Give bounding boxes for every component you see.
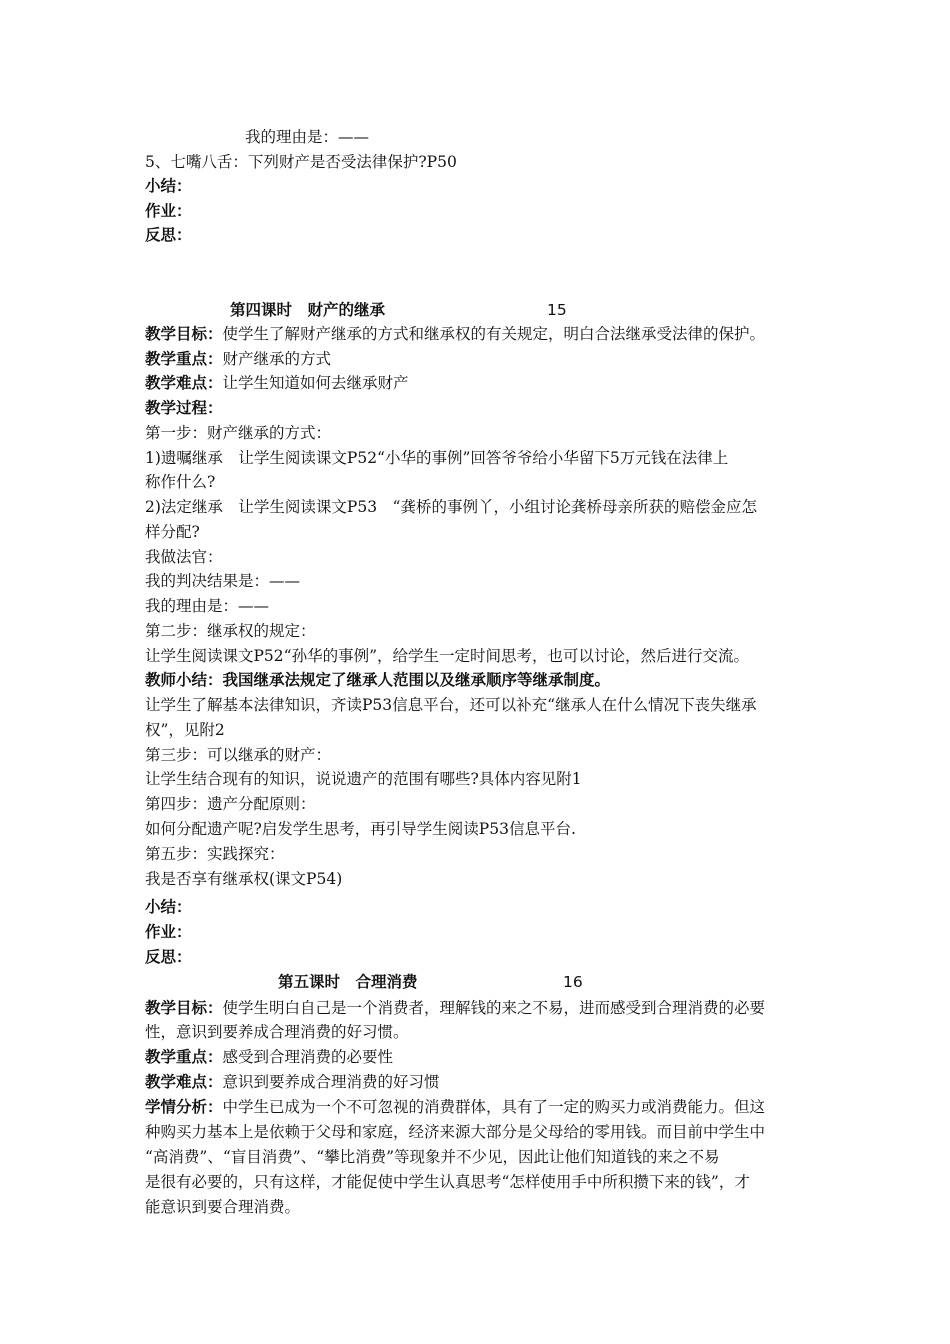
distribute-line: 如何分配遗产呢?启发学生思考，再引导学生阅读P53信息平台.	[145, 820, 576, 838]
analysis-line4: 是很有必要的，只有这样，才能促使中学生认真思考“怎样使用手中所积攒下来的钱”，才	[145, 1173, 750, 1191]
lesson5-goal-label: 教学目标：	[145, 999, 223, 1017]
item-5: 5、七嘴八舌：下列财产是否受法律保护?P50	[145, 153, 457, 171]
lesson4-key	[145, 347, 825, 372]
will-inheritance-line1: 1)遗嘱继承 让学生阅读课文P52“小华的事例”回答爷爷给小华留下5万元钱在法律上	[145, 449, 729, 467]
analysis-line3: “高消费”、“盲目消费”、“攀比消费”等现象并不少见，因此让他们知道钱的来之不易	[145, 1148, 720, 1166]
lesson5-key	[145, 1045, 825, 1070]
estate-range: 让学生结合现有的知识，说说遗产的范围有哪些?具体内容见附1	[145, 770, 582, 788]
analysis-label: 学情分析：	[145, 1098, 223, 1116]
lesson5-key-label: 教学重点：	[145, 1048, 223, 1066]
teacher-summary-label: 教师小结：	[145, 671, 223, 689]
analysis-line1	[145, 1095, 825, 1120]
goal-text: 使学生了解财产继承的方式和继承权的有关规定，明白合法继承受法律的保护。	[222, 325, 766, 343]
read-sunhua: 让学生阅读课文P52“孙华的事例”，给学生一定时间思考，也可以讨论，然后进行交流。	[145, 647, 750, 665]
difficulty-text: 让学生知道如何去继承财产	[222, 374, 409, 392]
reason-line: 我的理由是：——	[245, 128, 370, 146]
lesson5-key-text: 感受到合理消费的必要性	[222, 1048, 394, 1066]
step-3: 第三步：可以继承的财产：	[145, 746, 332, 764]
analysis-text-1: 中学生已成为一个不可忽视的消费群体，具有了一定的购买力或消费能力。但这	[222, 1098, 766, 1116]
teacher-summary-text: 我国继承法规定了继承人范围以及继承顺序等继承制度。	[222, 671, 611, 689]
difficulty-label: 教学难点：	[145, 374, 223, 392]
lesson4-homework-label: 作业：	[145, 923, 192, 941]
step-4: 第四步：遗产分配原则：	[145, 795, 316, 813]
practice-line: 我是否享有继承权(课文P54)	[145, 870, 343, 888]
lesson4-reflection-label: 反思：	[145, 948, 192, 966]
process-label: 教学过程：	[145, 399, 223, 417]
lesson4-difficulty	[145, 371, 825, 396]
lesson5-goal-line1	[145, 996, 825, 1021]
reflection-label: 反思：	[145, 226, 192, 244]
lesson4-summary-label: 小结：	[145, 898, 192, 916]
law-knowledge-line2: 权”，见附2	[145, 721, 225, 739]
verdict-line: 我的判决结果是：——	[145, 572, 301, 590]
lesson4-goal	[145, 322, 825, 347]
teacher-summary	[145, 668, 825, 693]
analysis-line2: 种购买力基本上是依赖于父母和家庭，经济来源大部分是父母给的零用钱。而目前中学生中	[145, 1123, 766, 1141]
step-1: 第一步：财产继承的方式：	[145, 424, 332, 442]
judge-line: 我做法官：	[145, 548, 223, 566]
homework-label: 作业：	[145, 202, 192, 220]
key-text: 财产继承的方式	[222, 350, 332, 368]
law-knowledge-line1: 让学生了解基本法律知识，齐读P53信息平台，还可以补充“继承人在什么情况下丧失继承	[145, 696, 757, 714]
reason-line-2: 我的理由是：——	[145, 597, 270, 615]
legal-inheritance-line2: 样分配?	[145, 523, 200, 541]
lesson5-difficulty-text: 意识到要养成合理消费的好习惯	[222, 1073, 440, 1091]
lesson5-goal-text: 使学生明白自己是一个消费者，理解钱的来之不易，进而感受到合理消费的必要	[222, 999, 766, 1017]
lesson5-difficulty	[145, 1070, 825, 1095]
lesson5-number: 16	[563, 973, 583, 991]
lesson4-title: 第四课时 财产的继承	[230, 301, 386, 319]
summary-label: 小结：	[145, 177, 192, 195]
step-5: 第五步：实践探究：	[145, 845, 285, 863]
step-2: 第二步：继承权的规定：	[145, 622, 316, 640]
analysis-line5: 能意识到要合理消费。	[145, 1198, 301, 1216]
lesson5-title: 第五课时 合理消费	[278, 973, 418, 991]
lesson5-goal-line2: 性，意识到要养成合理消费的好习惯。	[145, 1023, 409, 1041]
key-label: 教学重点：	[145, 350, 223, 368]
goal-label: 教学目标：	[145, 325, 223, 343]
legal-inheritance-line1: 2)法定继承 让学生阅读课文P53 “龚桥的事例丫，小组讨论龚桥母亲所获的赔偿金应怎	[145, 498, 757, 516]
lesson4-number: 15	[547, 301, 567, 319]
lesson5-difficulty-label: 教学难点：	[145, 1073, 223, 1091]
will-inheritance-line2: 称作什么?	[145, 473, 216, 491]
